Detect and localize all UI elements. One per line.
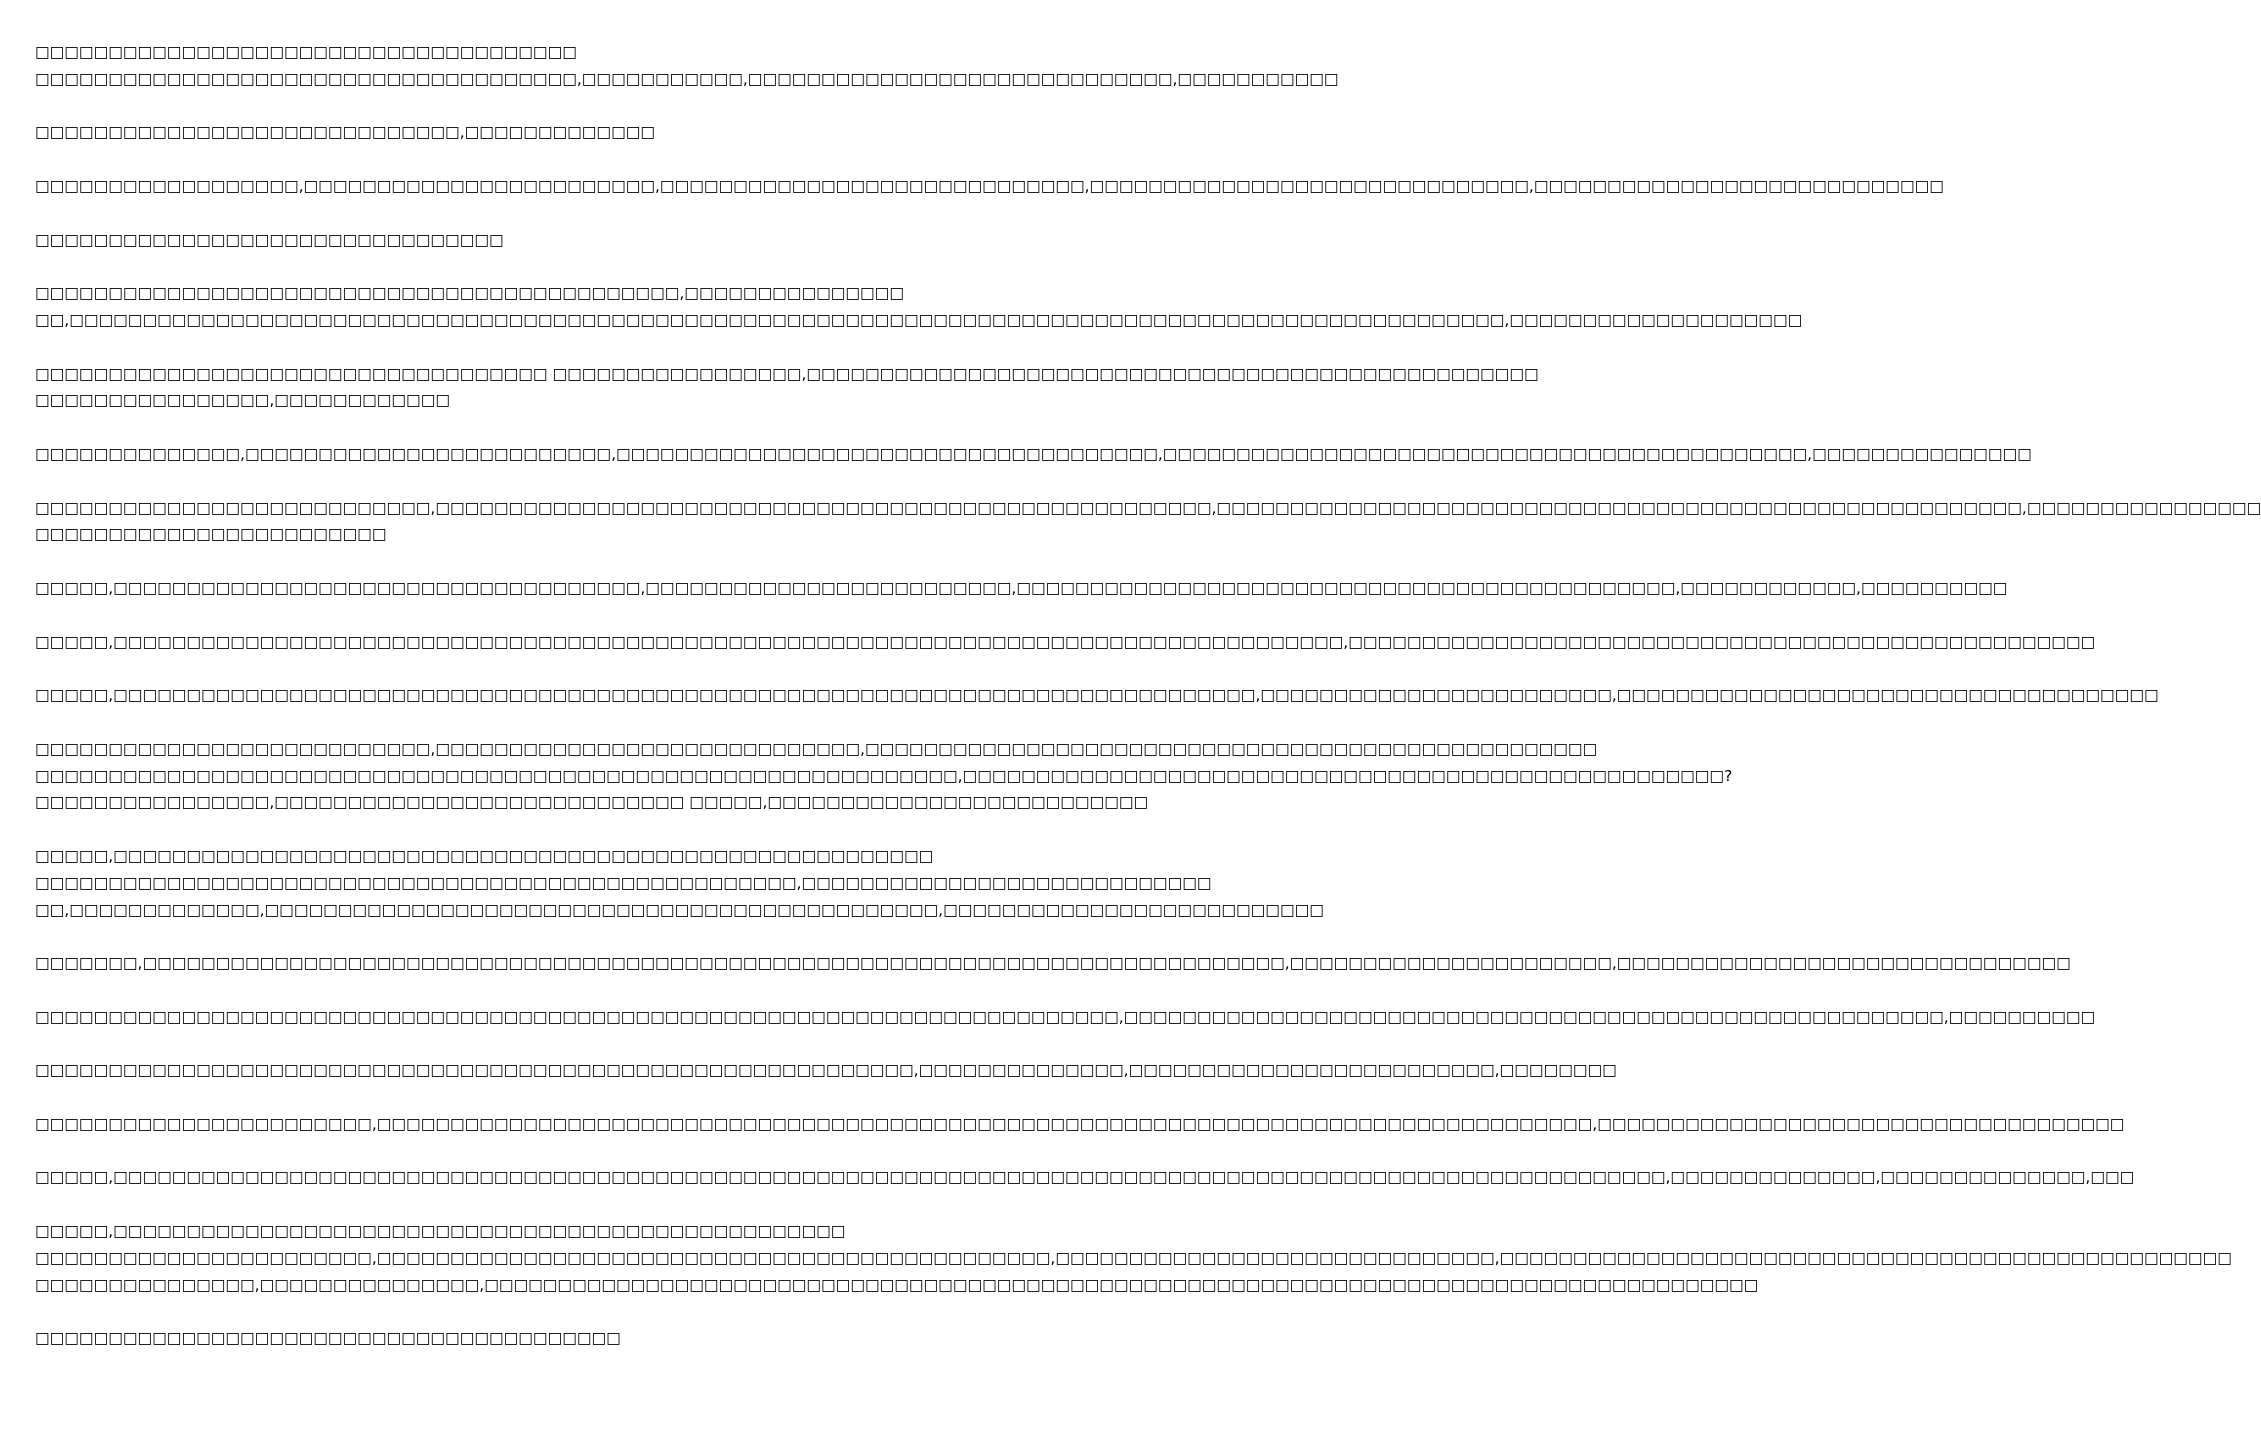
paragraph [35, 1218, 2232, 1298]
text-line: □□□□□□□□□□□□□□□□□□□□□□□□□□□□□□□□□□□ □□□□□□□□□□□□□□□□□,□□□□□□□□□□□□□□□□□□□□□□□□□□□□□□□□□□□□□□□□□□□□□□□□□□ [35, 364, 1539, 383]
text-line: □□□□□,□□□□□□□□□□□□□□□□□□□□□□□□□□□□□□□□□□□□□□□□□□□□□□□□□□ [35, 1222, 846, 1241]
paragraph [35, 361, 1539, 415]
text-line: □□□□□□□□□□□□□□□□□□□□□□□,□□□□□□□□□□□□□□□□□□□□□□□□□□□□□□□□□□□□□□□□□□□□□□□□□□□□□□□□□□□□□□□□□□□□□□□□□□□□□□□□□□□,□□□□□□□□□□□□□□□□□□□□□□□□□□□□□□□□□□□□ [35, 1114, 2125, 1133]
text-line: □□□□□□□□□□□□□□□□□□□□□□□□ [35, 525, 387, 544]
text-line: □□□□□□□□□□□□□□□,□□□□□□□□□□□□□□□,□□□□□□□□□□□□□□□□□□□□□□□□□□□□□□□□□□□□□□□□□□□□□□□□□□□□□□□□□□□□□□□□□□□□□□□□□□□□□□□□□□□□□□□ [35, 1275, 1759, 1294]
paragraph [35, 575, 2008, 602]
text-line: □□□□□□□□□□□□□□□□□□□□□□□□□□□□□□□□ [35, 230, 504, 249]
text-line: □□□□□,□□□□□□□□□□□□□□□□□□□□□□□□□□□□□□□□□□□□□□□□□□□□□□□□□□□□□□□□□□□□□□□□□□□□□□□□□□□□□□□□□□□□,□□□□□□□□□□□□□□□□□□□□□□□□□□□□□□□□□□□□□□□□□□□□□□□□□□□ [35, 632, 2096, 651]
paragraph [35, 682, 2159, 709]
text-line: □□,□□□□□□□□□□□□□,□□□□□□□□□□□□□□□□□□□□□□□□□□□□□□□□□□□□□□□□□□□□□□,□□□□□□□□□□□□□□□□□□□□□□□□□□ [35, 900, 1324, 919]
text-line: □□□□□□□□□□□□□□□□□□□□□□□□□□□□□□□□□□□□□,□□□□□□□□□□□,□□□□□□□□□□□□□□□□□□□□□□□□□□□□□,□□□□□□□□□□□ [35, 69, 1339, 88]
paragraph [35, 1057, 1617, 1084]
text-line: □□□□□□□,□□□□□□□□□□□□□□□□□□□□□□□□□□□□□□□□□□□□□□□□□□□□□□□□□□□□□□□□□□□□□□□□□□□□□□□□□□□□□□,□□□□□□□□□□□□□□□□□□□□□□,□□□□□□□□□□□□□□□□□□□□□□□□□□□□□□□ [35, 954, 2071, 973]
text-line: □□□□□□□□□□□□□□□□□□□□□□□□□□□,□□□□□□□□□□□□□□□□□□□□□□□□□□□□□□□□□□□□□□□□□□□□□□□□□□□□□,□□□□□□□□□□□□□□□□□□□□□□□□□□□□□□□□□□□□□□□□□□□□□□□□□□□□□□□,□□□□□□□□□□□□□□□□ [35, 498, 2261, 517]
text-line: □□□□□□□□□□□□□□□□□□,□□□□□□□□□□□□□□□□□□□□□□□□,□□□□□□□□□□□□□□□□□□□□□□□□□□□□□,□□□□□□□□□□□□□□□□□□□□□□□□□□□□□□,□□□□□□□□□□□□□□□□□□□□□□□□□□□□ [35, 176, 1944, 195]
paragraph [35, 119, 990, 146]
text-line: □□□□□□□□□□□□□□□□□□□□□□□□□□□□□,□□□□□□□□□□□□□ [35, 123, 656, 142]
text-line: □□□□□□□□□□□□□□□□□□□□□□□□□□□□□□□□□□□□□□□□ [35, 1329, 621, 1348]
text-line: □□□□□,□□□□□□□□□□□□□□□□□□□□□□□□□□□□□□□□□□□□□□□□□□□□□□□□□□□□□□□□□□□□□□□□□□□□□□□□□□□□□□,□□□□□□□□□□□□□□□□□□□□□□□□,□□□□□□□□□□□□□□□□□□□□□□□□□□□□□□□□□□□□□ [35, 686, 2159, 705]
text-line: □□,□□□□□□□□□□□□□□□□□□□□□□□□□□□□□□□□□□□□□□□□□□□□□□□□□□□□□□□□□□□□□□□□□□□□□□□□□□□□□□□□□□□□□□□□□□□□□□□□□□,□□□□□□□□□□□□□□□□□□□□ [35, 310, 1803, 329]
paragraph [35, 736, 1733, 816]
text-line: □□□□□,□□□□□□□□□□□□□□□□□□□□□□□□□□□□□□□□□□□□,□□□□□□□□□□□□□□□□□□□□□□□□□,□□□□□□□□□□□□□□□□□□□□□□□□□□□□□□□□□□□□□□□□□□□□□,□□□□□□□□□□□□,□□□□□□□□□□ [35, 578, 2008, 597]
text-line: □□□□□,□□□□□□□□□□□□□□□□□□□□□□□□□□□□□□□□□□□□□□□□□□□□□□□□□□□□□□□□□□□□□□□□□□□□□□□□□□□□□□□□□□□□□□□□□□□□□□□□□□□□□□□□□□,□□□□□□□□□□□□□□,□□□□□□□□□□□□□□,□□□ [35, 1168, 2135, 1187]
text-line: □□□□□,□□□□□□□□□□□□□□□□□□□□□□□□□□□□□□□□□□□□□□□□□□□□□□□□□□□□□□□□ [35, 846, 934, 865]
paragraph [35, 280, 1803, 334]
document-page [35, 39, 2261, 1419]
paragraph [35, 227, 990, 254]
text-line: □□□□□□□□□□□□□□□□□□□□□□□□□□□□□□□□□□□□□□□□□□□□□□□□□□□□□□□□□□□□□□□,□□□□□□□□□□□□□□□□□□□□□□□□□□□□□□□□□□□□□□□□□□□□□□□□□□□□? [35, 766, 1733, 785]
paragraph [35, 39, 1339, 93]
paragraph [35, 1164, 2135, 1191]
text-line: □□□□□□□□□□□□□□□□□□□□□□□□□□□□□□□□□□□□□□□□□□□□,□□□□□□□□□□□□□□□ [35, 284, 904, 303]
paragraph [35, 173, 1944, 200]
text-line: □□□□□□□□□□□□□□□□□□□□□□□□□□□□□□□□□□□□□ [35, 43, 577, 61]
text-line: □□□□□□□□□□□□□□□□,□□□□□□□□□□□□□□□□□□□□□□□□□□□□ □□□□□,□□□□□□□□□□□□□□□□□□□□□□□□□□ [35, 793, 1149, 812]
paragraph [35, 843, 1324, 923]
text-line: □□□□□□□□□□□□□□□□□□□□□□□□□□□□□□□□□□□□□□□□□□□□□□□□□□□□□□□□□□□□□□□□□□□□□□□□□□,□□□□□□□□□□□□□□□□□□□□□□□□□□□□□□□□□□□□□□□□□□□□□□□□□□□□□□□□,□□□□□□□□□□ [35, 1007, 2096, 1026]
paragraph [35, 1111, 2125, 1138]
paragraph [35, 1004, 2096, 1031]
text-line: □□□□□□□□□□□□□□□□□□□□□□□□□□□□□□□□□□□□□□□□□□□□□□□□□□□□□□□□□□□□,□□□□□□□□□□□□□□,□□□□□□□□□□□□□□□□□□□□□□□□□,□□□□□□□□ [35, 1061, 1617, 1080]
text-line: □□□□□□□□□□□□□□□□,□□□□□□□□□□□□ [35, 391, 450, 410]
paragraph [35, 441, 2032, 468]
paragraph [35, 629, 2096, 656]
text-line: □□□□□□□□□□□□□□□□□□□□□□□□□□□,□□□□□□□□□□□□□□□□□□□□□□□□□□□□□,□□□□□□□□□□□□□□□□□□□□□□□□□□□□□□□□□□□□□□□□□□□□□□□□□□ [35, 739, 1598, 758]
paragraph [35, 495, 2261, 549]
paragraph [35, 1325, 990, 1352]
text-line: □□□□□□□□□□□□□□□□□□□□□□□,□□□□□□□□□□□□□□□□□□□□□□□□□□□□□□□□□□□□□□□□□□□□□□,□□□□□□□□□□□□□□□□□□□□□□□□□□□□□□,□□□□□□□□□□□□□□□□□□□□□□□□□□□□□□□□□□□□□□□□□□□□□□□□□□ [35, 1248, 2232, 1267]
text-line: □□□□□□□□□□□□□□□□□□□□□□□□□□□□□□□□□□□□□□□□□□□□□□□□□□□□,□□□□□□□□□□□□□□□□□□□□□□□□□□□□ [35, 873, 1212, 892]
paragraph [35, 950, 2071, 977]
text-line: □□□□□□□□□□□□□□,□□□□□□□□□□□□□□□□□□□□□□□□□,□□□□□□□□□□□□□□□□□□□□□□□□□□□□□□□□□□□□□,□□□□□□□□□□□□□□□□□□□□□□□□□□□□□□□□□□□□□□□□□□□□,□□□□□□□□□□□□□□□ [35, 444, 2032, 463]
